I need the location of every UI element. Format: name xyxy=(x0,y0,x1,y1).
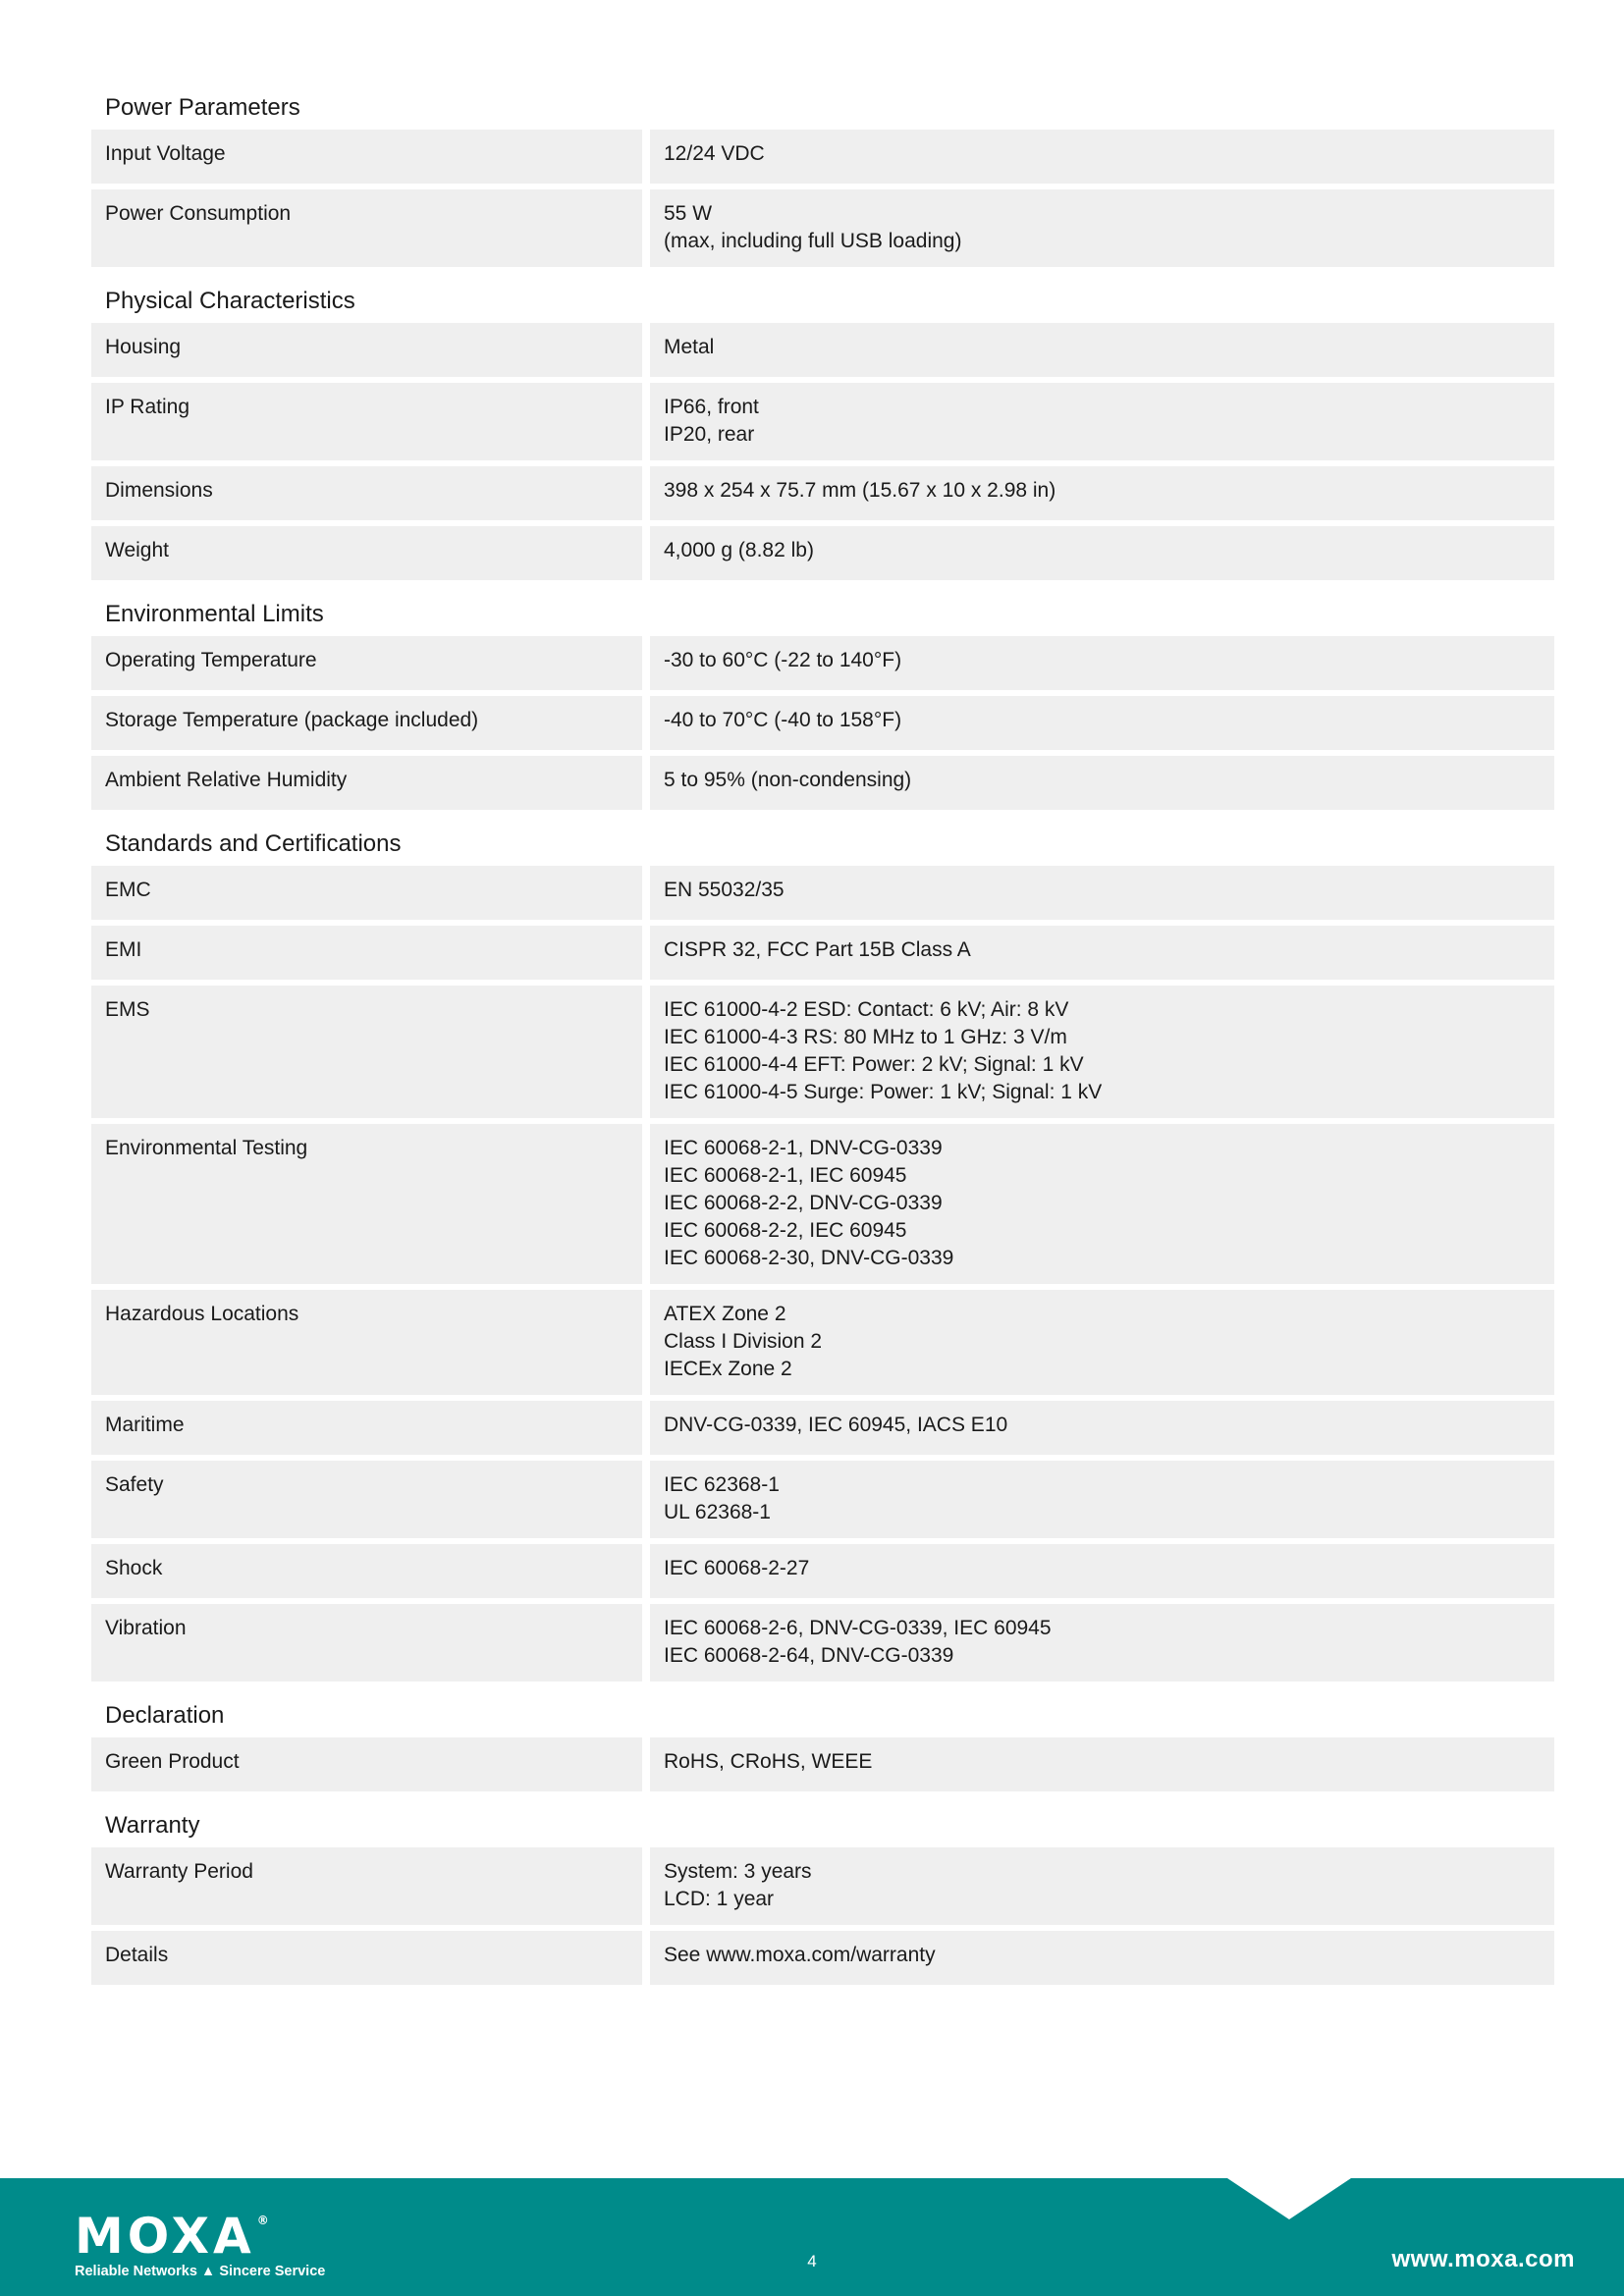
spec-value-line: IEC 60068-2-2, DNV-CG-0339 xyxy=(664,1192,943,1214)
spec-label: Storage Temperature (package included) xyxy=(91,696,642,750)
spec-section xyxy=(91,93,1554,267)
spec-label: Input Voltage xyxy=(91,130,642,184)
spec-value-line: CISPR 32, FCC Part 15B Class A xyxy=(664,938,971,961)
spec-label: IP Rating xyxy=(91,383,642,460)
spec-label: Details xyxy=(91,1931,642,1985)
website-link[interactable]: www.moxa.com xyxy=(1391,2246,1575,2272)
spec-section xyxy=(91,1811,1554,1985)
spec-row xyxy=(91,1401,1554,1455)
spec-value-line: Metal xyxy=(664,336,715,358)
section-title: Physical Characteristics xyxy=(105,288,355,314)
spec-section xyxy=(91,1701,1554,1791)
spec-label: Operating Temperature xyxy=(91,636,642,690)
spec-value xyxy=(650,1847,1554,1925)
spec-value-line: ATEX Zone 2 xyxy=(664,1303,786,1325)
spec-value-line: UL 62368-1 xyxy=(664,1501,771,1523)
spec-label: Safety xyxy=(91,1461,642,1538)
spec-value xyxy=(650,696,1554,750)
spec-value-line: -30 to 60°C (-22 to 140°F) xyxy=(664,649,902,671)
spec-section xyxy=(91,829,1554,1682)
spec-value xyxy=(650,986,1554,1118)
spec-value-line: IEC 60068-2-64, DNV-CG-0339 xyxy=(664,1644,954,1667)
spec-label: EMS xyxy=(91,986,642,1118)
logo-tagline: Reliable Networks ▲ Sincere Service xyxy=(75,2264,326,2279)
spec-value-line: 12/24 VDC xyxy=(664,142,765,165)
spec-value xyxy=(650,1604,1554,1682)
spec-value xyxy=(650,756,1554,810)
spec-value-line: IEC 60068-2-1, DNV-CG-0339 xyxy=(664,1137,943,1159)
section-title: Warranty xyxy=(105,1812,200,1839)
spec-value-line: IP66, front xyxy=(664,396,759,418)
spec-label: Warranty Period xyxy=(91,1847,642,1925)
spec-label: Environmental Testing xyxy=(91,1124,642,1284)
spec-row xyxy=(91,1124,1554,1284)
spec-row xyxy=(91,1544,1554,1598)
page-number: 4 xyxy=(807,2252,817,2270)
section-title: Standards and Certifications xyxy=(105,830,402,857)
spec-row xyxy=(91,756,1554,810)
spec-value xyxy=(650,866,1554,920)
spec-row xyxy=(91,189,1554,267)
spec-row xyxy=(91,1931,1554,1985)
section-title: Power Parameters xyxy=(105,94,300,121)
spec-row xyxy=(91,866,1554,920)
spec-value-line: IEC 60068-2-1, IEC 60945 xyxy=(664,1164,907,1187)
spec-row xyxy=(91,323,1554,377)
spec-label: Shock xyxy=(91,1544,642,1598)
spec-value xyxy=(650,1544,1554,1598)
spec-row xyxy=(91,130,1554,184)
spec-label: Ambient Relative Humidity xyxy=(91,756,642,810)
spec-value-line: IEC 61000-4-3 RS: 80 MHz to 1 GHz: 3 V/m xyxy=(664,1026,1067,1048)
spec-row xyxy=(91,1737,1554,1791)
spec-row xyxy=(91,1604,1554,1682)
spec-value-line: See www.moxa.com/warranty xyxy=(664,1944,936,1966)
spec-label: EMC xyxy=(91,866,642,920)
spec-section xyxy=(91,287,1554,580)
spec-value xyxy=(650,636,1554,690)
spec-value-line: IEC 61000-4-2 ESD: Contact: 6 kV; Air: 8 kV xyxy=(664,998,1069,1021)
spec-value-line: EN 55032/35 xyxy=(664,879,785,901)
spec-value-line: (max, including full USB loading) xyxy=(664,230,962,252)
spec-value-line: 4,000 g (8.82 lb) xyxy=(664,539,814,561)
spec-value-line: IEC 60068-2-27 xyxy=(664,1557,810,1579)
spec-row xyxy=(91,1290,1554,1395)
registered-mark: ® xyxy=(256,2214,269,2227)
spec-value-line: IEC 60068-2-6, DNV-CG-0339, IEC 60945 xyxy=(664,1617,1052,1639)
spec-row xyxy=(91,466,1554,520)
spec-label: Power Consumption xyxy=(91,189,642,267)
spec-value xyxy=(650,383,1554,460)
footer-notch xyxy=(1227,2178,1351,2219)
spec-row xyxy=(91,636,1554,690)
spec-value xyxy=(650,323,1554,377)
page-footer xyxy=(0,2178,1624,2296)
spec-label: Dimensions xyxy=(91,466,642,520)
spec-value xyxy=(650,1290,1554,1395)
section-title: Environmental Limits xyxy=(105,601,324,627)
spec-value xyxy=(650,1124,1554,1284)
spec-row xyxy=(91,926,1554,980)
spec-row xyxy=(91,1847,1554,1925)
spec-row xyxy=(91,986,1554,1118)
spec-label: Vibration xyxy=(91,1604,642,1682)
spec-value-line: IP20, rear xyxy=(664,423,755,446)
spec-value-line: IECEx Zone 2 xyxy=(664,1358,792,1380)
spec-value xyxy=(650,526,1554,580)
spec-value-line: IEC 61000-4-4 EFT: Power: 2 kV; Signal: 1 kV xyxy=(664,1053,1084,1076)
spec-sheet xyxy=(91,93,1554,1991)
spec-row xyxy=(91,1461,1554,1538)
spec-value xyxy=(650,1401,1554,1455)
spec-value-line: IEC 60068-2-2, IEC 60945 xyxy=(664,1219,907,1242)
spec-label: Maritime xyxy=(91,1401,642,1455)
spec-label: Green Product xyxy=(91,1737,642,1791)
spec-value xyxy=(650,130,1554,184)
spec-value-line: 55 W xyxy=(664,202,713,225)
spec-value-line: RoHS, CRoHS, WEEE xyxy=(664,1750,873,1773)
spec-value xyxy=(650,189,1554,267)
spec-value-line: IEC 61000-4-5 Surge: Power: 1 kV; Signal: 1 kV xyxy=(664,1081,1103,1103)
spec-value-line: System: 3 years xyxy=(664,1860,812,1883)
spec-value-line: 398 x 254 x 75.7 mm (15.67 x 10 x 2.98 in) xyxy=(664,479,1056,502)
spec-value-line: LCD: 1 year xyxy=(664,1888,775,1910)
section-title: Declaration xyxy=(105,1702,225,1729)
spec-value-line: IEC 60068-2-30, DNV-CG-0339 xyxy=(664,1247,954,1269)
logo-text: MOXA xyxy=(75,2208,255,2265)
spec-row xyxy=(91,696,1554,750)
spec-label: Weight xyxy=(91,526,642,580)
spec-row xyxy=(91,526,1554,580)
spec-label: Hazardous Locations xyxy=(91,1290,642,1395)
spec-row xyxy=(91,383,1554,460)
spec-label: Housing xyxy=(91,323,642,377)
spec-value-line: DNV-CG-0339, IEC 60945, IACS E10 xyxy=(664,1414,1008,1436)
spec-value-line: -40 to 70°C (-40 to 158°F) xyxy=(664,709,902,731)
spec-value-line: IEC 62368-1 xyxy=(664,1473,780,1496)
spec-value xyxy=(650,1931,1554,1985)
spec-value-line: 5 to 95% (non-condensing) xyxy=(664,769,912,791)
spec-value-line: Class I Division 2 xyxy=(664,1330,823,1353)
spec-label: EMI xyxy=(91,926,642,980)
spec-value xyxy=(650,1737,1554,1791)
spec-section xyxy=(91,600,1554,810)
spec-value xyxy=(650,466,1554,520)
spec-value xyxy=(650,926,1554,980)
spec-value xyxy=(650,1461,1554,1538)
